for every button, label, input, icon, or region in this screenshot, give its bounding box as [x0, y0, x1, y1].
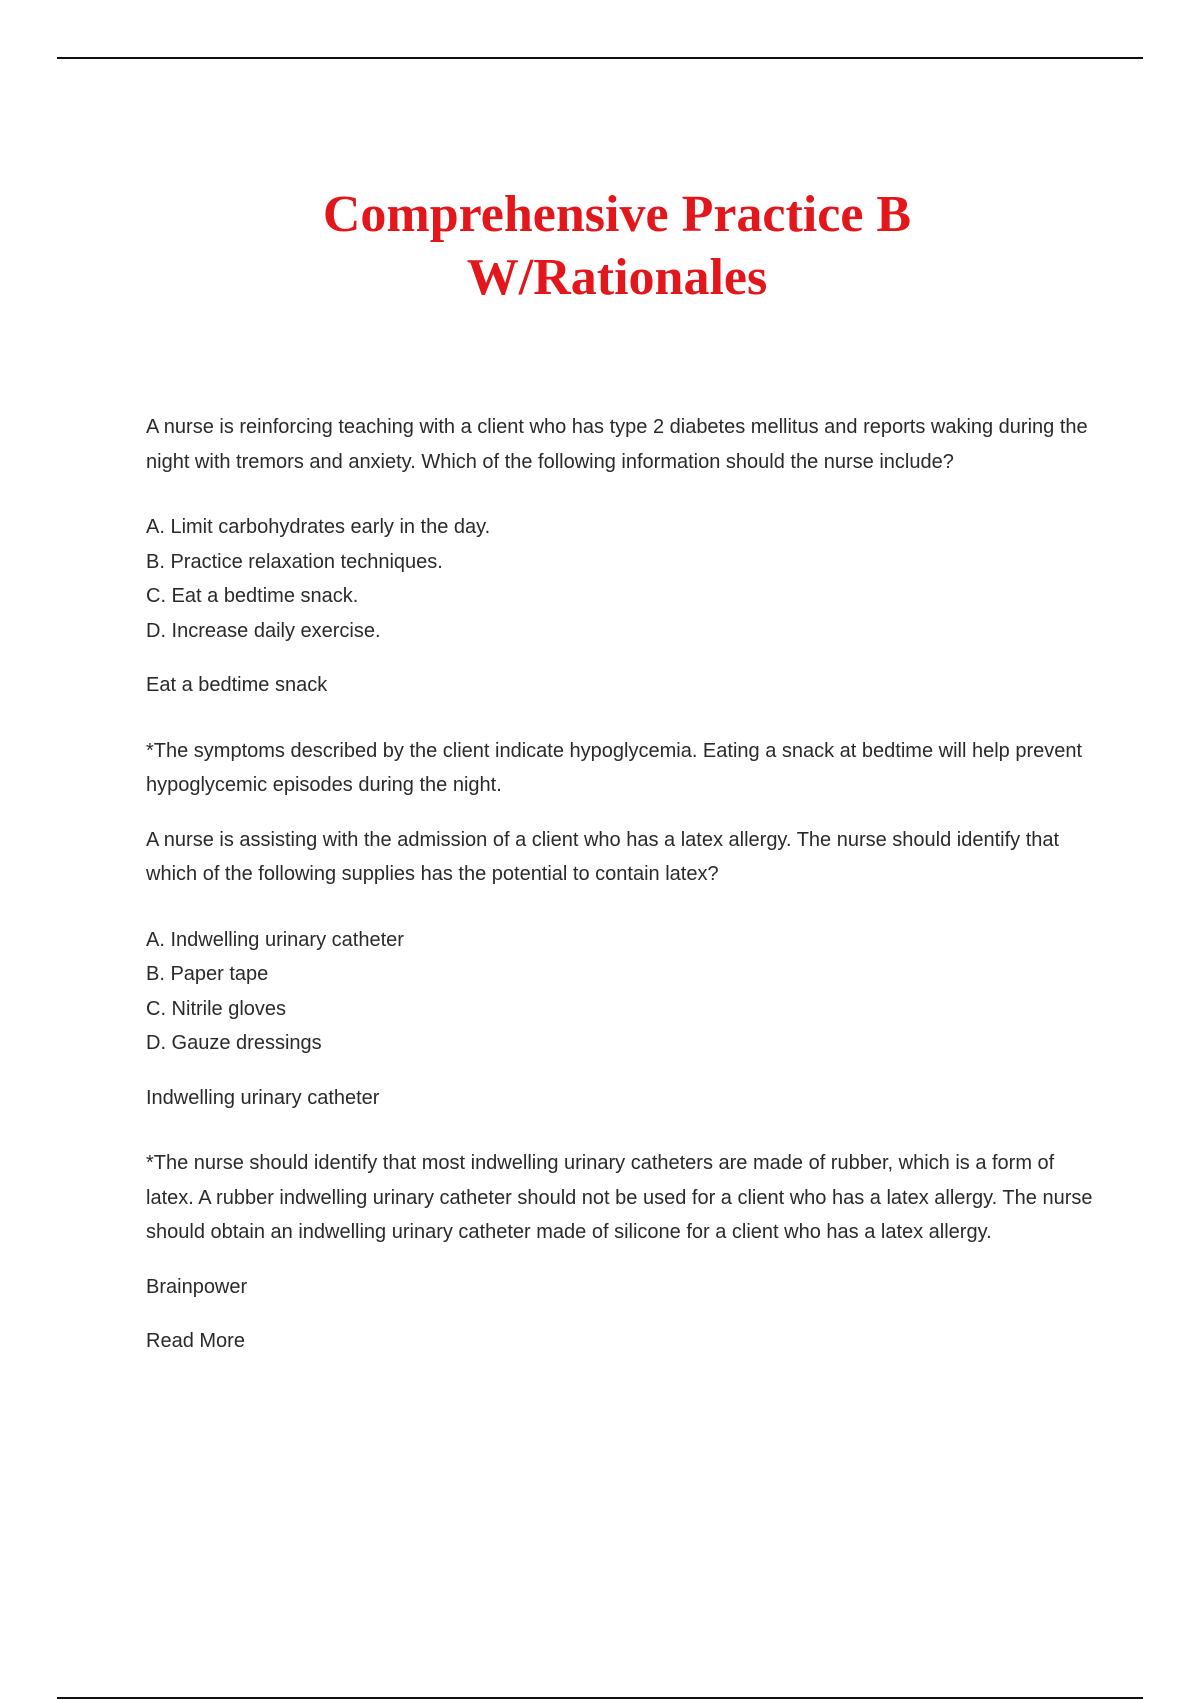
title-line-2: W/Rationales — [466, 248, 768, 306]
question-1-answer: Eat a bedtime snack — [146, 674, 328, 696]
bottom-divider — [57, 1697, 1143, 1699]
question-1-option-b: B. Practice relaxation techniques. — [146, 550, 443, 573]
brand-label: Brainpower — [146, 1275, 248, 1298]
document-title — [0, 183, 1200, 309]
top-divider — [57, 57, 1143, 59]
question-2-option-d: D. Gauze dressings — [146, 1032, 322, 1054]
title-line-1: Comprehensive Practice B — [322, 185, 912, 243]
question-1-option-c: C. Eat a bedtime snack. — [146, 585, 359, 607]
read-more-link[interactable]: Read More — [146, 1330, 245, 1352]
question-1-stem: A nurse is reinforcing teaching with a client who has type 2 diabetes mellitus and reports waking during the night with tremors and anxiety. Which of the following information should the nurse include? — [146, 416, 1088, 473]
question-2-option-b: B. Paper tape — [146, 963, 269, 985]
question-2-answer: Indwelling urinary catheter — [146, 1086, 380, 1109]
question-1-rationale: *The symptoms described by the client indicate hypoglycemia. Eating a snack at bedtime will help prevent hypoglycemic episodes during the night. — [146, 739, 1083, 796]
question-2-option-a: A. Indwelling urinary catheter — [146, 928, 404, 951]
document-body — [146, 410, 1096, 1359]
question-1-option-d: D. Increase daily exercise. — [146, 619, 381, 642]
question-2-rationale: *The nurse should identify that most indwelling urinary catheters are made of rubber, which is a form of latex. A rubber indwelling urinary catheter should not be used for a client who has a latex allergy. The nurse should obtain an indwelling urinary catheter made of silicone for a client who has a latex allergy. — [146, 1152, 1093, 1243]
question-2-stem: A nurse is assisting with the admission of a client who has a latex allergy. The nurse should identify that which of the following supplies has the potential to contain latex? — [146, 828, 1060, 885]
question-1-option-a: A. Limit carbohydrates early in the day. — [146, 516, 491, 538]
question-2-option-c: C. Nitrile gloves — [146, 997, 287, 1020]
question-2-options — [146, 923, 1096, 1061]
question-1-options — [146, 510, 1096, 648]
